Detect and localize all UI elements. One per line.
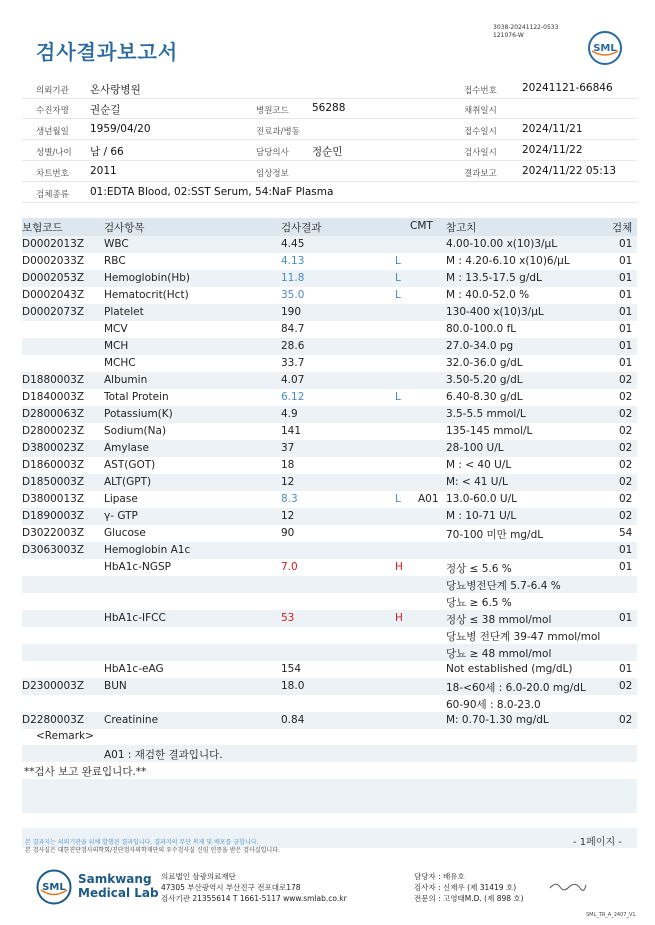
form-code: SML_TR_A_2407_V1: [586, 912, 636, 918]
cell-specimen: 02: [619, 510, 633, 522]
top-reference-line: 121076-W: [493, 32, 524, 39]
chart-value: 2011: [90, 165, 117, 177]
cell-code: D2280003Z: [22, 714, 85, 726]
patient-value: 권순길: [90, 104, 121, 116]
cell-name: Sodium(Na): [104, 425, 167, 437]
institution-value: 온사랑병원: [90, 84, 141, 96]
table-row: [22, 525, 637, 542]
cell-reference: 당뇨 ≥ 6.5 %: [446, 597, 512, 609]
report-date-value: 2024/11/22 05:13: [522, 165, 617, 177]
cell-reference: M : 13.5-17.5 g/dL: [446, 272, 542, 284]
cell-code: D0002013Z: [22, 238, 85, 250]
cell-result: 4.45: [281, 238, 305, 250]
cell-result: 7.0: [281, 561, 298, 573]
cell-specimen: 01: [619, 561, 633, 573]
cell-specimen: 01: [619, 357, 633, 369]
cell-specimen: 01: [619, 255, 633, 267]
cell-name: γ- GTP: [104, 510, 138, 522]
sex-age-value: 남 / 66: [90, 146, 124, 158]
cell-name: Hematocrit(Hct): [104, 289, 189, 301]
cell-code: D1860003Z: [22, 459, 85, 471]
cell-flag: H: [395, 612, 403, 624]
table-row: [22, 542, 637, 559]
table-row: [22, 491, 637, 508]
cell-code: D2300003Z: [22, 680, 85, 692]
cell-reference: M : 10-71 U/L: [446, 510, 517, 522]
cell-code: D1890003Z: [22, 510, 85, 522]
cell-specimen: 02: [619, 680, 633, 692]
birth-label: 생년월일: [36, 127, 69, 137]
table-row: [22, 644, 637, 661]
cell-name: MCH: [104, 340, 129, 352]
cell-specimen: 01: [619, 238, 633, 250]
cell-name: BUN: [104, 680, 127, 692]
header-row-institution: [22, 79, 637, 99]
cell-result: 12: [281, 476, 295, 488]
page-title: 검사결과보고서: [36, 40, 179, 64]
sign-line: 전문의 : 고영태M.D. (제 898 호): [414, 894, 524, 903]
remark-text: A01 : 재검한 결과입니다.: [104, 749, 223, 761]
cell-reference: 3.5-5.5 mmol/L: [446, 408, 526, 420]
table-row: [22, 627, 637, 644]
table-row: [22, 253, 637, 270]
doctor-label: 담당의사: [256, 148, 289, 158]
cell-specimen: 02: [619, 425, 633, 437]
cell-reference: 정상 ≤ 38 mmol/mol: [446, 614, 552, 626]
cell-name: Lipase: [104, 493, 138, 505]
cell-result: 6.12: [281, 391, 305, 403]
remark-label: <Remark>: [36, 730, 94, 742]
cell-result: 11.8: [281, 272, 305, 284]
results-header: [22, 218, 637, 236]
cell-specimen: 01: [619, 340, 633, 352]
cell-specimen: 02: [619, 374, 633, 386]
cell-code: D1880003Z: [22, 374, 85, 386]
cell-code: D2800023Z: [22, 425, 85, 437]
cell-result: 4.9: [281, 408, 298, 420]
patient-label: 수진자명: [36, 106, 69, 116]
cell-name: Hemoglobin(Hb): [104, 272, 191, 284]
samkwang-logo-text: SML: [42, 882, 66, 893]
cell-result: 154: [281, 663, 302, 675]
cell-reference: 18-<60세 : 6.0-20.0 mg/dL: [446, 682, 586, 694]
cell-cmt: A01: [418, 493, 439, 505]
cell-flag: L: [395, 255, 401, 267]
col-reference-header: 참고치: [446, 222, 477, 234]
cell-reference: 32.0-36.0 g/dL: [446, 357, 523, 369]
brand-line: Samkwang: [78, 872, 152, 886]
cell-reference: 당뇨병전단계 5.7-6.4 %: [446, 580, 561, 592]
signatories: [414, 871, 524, 904]
header-row-specimen: [22, 183, 637, 203]
cell-reference: 13.0-60.0 U/L: [446, 493, 517, 505]
table-row: [22, 321, 637, 338]
institution-label: 의뢰기관: [36, 86, 69, 96]
table-row: [22, 236, 637, 253]
footnote-line: 본 결과지는 의뢰기관을 위해 발행된 결과입니다. 결과지의 무단 복제 및 배포를 금합니다.: [25, 839, 259, 846]
col-cmt-header: CMT: [410, 220, 433, 232]
cell-result: 0.84: [281, 714, 305, 726]
table-row: [22, 508, 637, 525]
cell-code: D3022003Z: [22, 527, 85, 539]
header-row-patient: [22, 99, 637, 119]
header-row-sex-age: [22, 141, 637, 161]
table-row: [22, 661, 637, 678]
footnote: [25, 839, 280, 855]
table-row: [22, 338, 637, 355]
cell-name: Total Protein: [104, 391, 169, 403]
cell-code: D0002073Z: [22, 306, 85, 318]
cell-result: 18.0: [281, 680, 305, 692]
cell-flag: L: [395, 493, 401, 505]
cell-result: 33.7: [281, 357, 305, 369]
cell-specimen: 01: [619, 323, 633, 335]
cell-name: Platelet: [104, 306, 144, 318]
cell-result: 190: [281, 306, 302, 318]
cell-code: D1840003Z: [22, 391, 85, 403]
cell-name: AST(GOT): [104, 459, 156, 471]
cell-reference: M : 4.20-6.10 x(10)6/μL: [446, 255, 570, 267]
top-reference-line: 3038-20241122-0533: [493, 24, 559, 31]
specimen-label: 검체종류: [36, 190, 69, 200]
col-code-header: 보험코드: [22, 222, 63, 234]
cell-name: Glucose: [104, 527, 146, 539]
header-row-birth: [22, 120, 637, 140]
cell-reference: 6.40-8.30 g/dL: [446, 391, 523, 403]
org-line: 의료법인 삼광의료재단: [161, 872, 236, 881]
cell-name: RBC: [104, 255, 126, 267]
table-row: [22, 593, 637, 610]
cell-code: D3800023Z: [22, 442, 85, 454]
cell-reference: 4.00-10.00 x(10)3/μL: [446, 238, 558, 250]
cell-flag: L: [395, 272, 401, 284]
cell-name: HbA1c-IFCC: [104, 612, 166, 624]
sign-line: 담당자 : 배유호: [414, 872, 465, 881]
sml-logo-icon: [588, 31, 622, 65]
table-row: [22, 406, 637, 423]
cell-code: D2800063Z: [22, 408, 85, 420]
cell-name: Hemoglobin A1c: [104, 544, 191, 556]
dept-label: 진료과/병동: [256, 127, 300, 137]
doctor-value: 정순민: [312, 146, 343, 158]
cell-result: 18: [281, 459, 295, 471]
cell-result: 141: [281, 425, 302, 437]
cell-result: 12: [281, 510, 295, 522]
cell-flag: H: [395, 561, 403, 573]
signature-icon: [548, 879, 588, 893]
cell-flag: L: [395, 289, 401, 301]
cell-code: D3800013Z: [22, 493, 85, 505]
cell-name: Potassium(K): [104, 408, 173, 420]
table-row: [22, 304, 637, 321]
cell-specimen: 01: [619, 612, 633, 624]
cell-name: Albumin: [104, 374, 148, 386]
table-row: [22, 389, 637, 406]
cell-specimen: 02: [619, 391, 633, 403]
cell-result: 35.0: [281, 289, 305, 301]
clinical-label: 임상정보: [256, 169, 289, 179]
table-row: [22, 457, 637, 474]
test-date-value: 2024/11/22: [522, 144, 583, 156]
blank-row: [22, 779, 637, 796]
cell-code: D3063003Z: [22, 544, 85, 556]
col-specimen-header: 검체: [612, 222, 633, 234]
hospital-code-label: 병원코드: [256, 106, 289, 116]
cell-result: 8.3: [281, 493, 298, 505]
test-date-label: 검사일시: [464, 148, 497, 158]
org-line: 검사기관 21355614 T 1661-5117 www.smlab.co.kr: [161, 894, 347, 903]
cell-result: 37: [281, 442, 295, 454]
cell-specimen: 01: [619, 544, 633, 556]
cell-result: 53: [281, 612, 295, 624]
cell-reference: M: < 41 U/L: [446, 476, 508, 488]
cell-reference: 당뇨병 전단계 39-47 mmol/mol: [446, 631, 601, 643]
complete-row: [22, 762, 637, 779]
cell-result: 84.7: [281, 323, 305, 335]
org-line: 47305 부산광역시 부산진구 전포대로178: [161, 883, 301, 892]
sex-age-label: 성별/나이: [36, 148, 72, 158]
cell-specimen: 02: [619, 408, 633, 420]
cell-name: Creatinine: [104, 714, 159, 726]
receipt-date-value: 2024/11/21: [522, 123, 583, 135]
table-row: [22, 287, 637, 304]
cell-name: HbA1c-eAG: [104, 663, 164, 675]
hospital-code-value: 56288: [312, 102, 346, 114]
cell-result: 4.07: [281, 374, 305, 386]
cell-code: D1850003Z: [22, 476, 85, 488]
cell-name: MCV: [104, 323, 128, 335]
chart-label: 차트번호: [36, 169, 69, 179]
report-date-label: 결과보고: [464, 169, 497, 179]
table-row: [22, 355, 637, 372]
sign-line: 검사자 : 신재우 (제 31419 호): [414, 883, 517, 892]
cell-reference: 당뇨 ≥ 48 mmol/mol: [446, 648, 552, 660]
cell-reference: M : < 40 U/L: [446, 459, 512, 471]
cell-name: MCHC: [104, 357, 136, 369]
footnote-line: 본 검사실은 대한진단검사의학회/진단검사의학재단의 우수검사실 신임 인증을 받은 검사실입니다.: [25, 847, 280, 854]
collection-label: 채취일시: [464, 106, 497, 116]
cell-reference: 27.0-34.0 pg: [446, 340, 514, 352]
cell-reference: 3.50-5.20 g/dL: [446, 374, 523, 386]
cell-result: 90: [281, 527, 295, 539]
cell-specimen: 01: [619, 289, 633, 301]
cell-flag: L: [395, 391, 401, 403]
receipt-no-label: 접수번호: [464, 86, 497, 96]
birth-value: 1959/04/20: [90, 123, 151, 135]
cell-result: 4.13: [281, 255, 305, 267]
brand-name: [78, 872, 159, 900]
top-reference: [493, 24, 558, 40]
cell-name: HbA1c-NGSP: [104, 561, 171, 573]
table-row: [22, 559, 637, 576]
cell-code: D0002053Z: [22, 272, 85, 284]
table-row: [22, 372, 637, 389]
page-number: - 1페이지 -: [573, 837, 622, 848]
cell-name: WBC: [104, 238, 129, 250]
cell-specimen: 54: [619, 527, 633, 539]
specimen-value: 01:EDTA Blood, 02:SST Serum, 54:NaF Plasma: [90, 186, 334, 198]
cell-reference: 60-90세 : 8.0-23.0: [446, 699, 541, 711]
col-name-header: 검사항목: [104, 222, 145, 234]
table-row: [22, 440, 637, 457]
table-row: [22, 270, 637, 287]
complete-text: **검사 보고 완료입니다.**: [24, 766, 147, 778]
cell-specimen: 02: [619, 714, 633, 726]
table-row: [22, 610, 637, 627]
cell-result: 28.6: [281, 340, 305, 352]
table-row: [22, 423, 637, 440]
header-row-chart: [22, 162, 637, 182]
receipt-no-value: 20241121-66846: [522, 82, 613, 94]
organization-info: [161, 871, 347, 904]
cell-reference: 28-100 U/L: [446, 442, 504, 454]
cell-specimen: 02: [619, 459, 633, 471]
table-row: [22, 712, 637, 729]
col-result-header: 검사결과: [281, 222, 322, 234]
receipt-date-label: 접수일시: [464, 127, 497, 137]
cell-reference: 80.0-100.0 fL: [446, 323, 517, 335]
cell-code: D0002043Z: [22, 289, 85, 301]
cell-specimen: 01: [619, 306, 633, 318]
cell-specimen: 01: [619, 663, 633, 675]
remark-row: [22, 745, 637, 762]
table-row: [22, 695, 637, 712]
brand-line: Medical Lab: [78, 886, 159, 900]
sml-logo-text: SML: [593, 43, 617, 54]
cell-reference: 130-400 x(10)3/μL: [446, 306, 544, 318]
cell-name: Amylase: [104, 442, 149, 454]
cell-reference: 135-145 mmol/L: [446, 425, 533, 437]
cell-reference: 정상 ≤ 5.6 %: [446, 563, 512, 575]
cell-code: D0002033Z: [22, 255, 85, 267]
cell-specimen: 02: [619, 493, 633, 505]
cell-reference: Not established (mg/dL): [446, 663, 573, 675]
table-row: [22, 474, 637, 491]
blank-row: [22, 796, 637, 813]
cell-reference: M : 40.0-52.0 %: [446, 289, 530, 301]
cell-reference: M: 0.70-1.30 mg/dL: [446, 714, 549, 726]
samkwang-logo-icon: [36, 869, 72, 905]
cell-name: ALT(GPT): [104, 476, 152, 488]
cell-reference: 70-100 미만 mg/dL: [446, 529, 544, 541]
remark-label-row: [22, 728, 637, 745]
cell-specimen: 01: [619, 272, 633, 284]
table-row: [22, 576, 637, 593]
cell-specimen: 02: [619, 442, 633, 454]
table-row: [22, 678, 637, 695]
cell-specimen: 02: [619, 476, 633, 488]
